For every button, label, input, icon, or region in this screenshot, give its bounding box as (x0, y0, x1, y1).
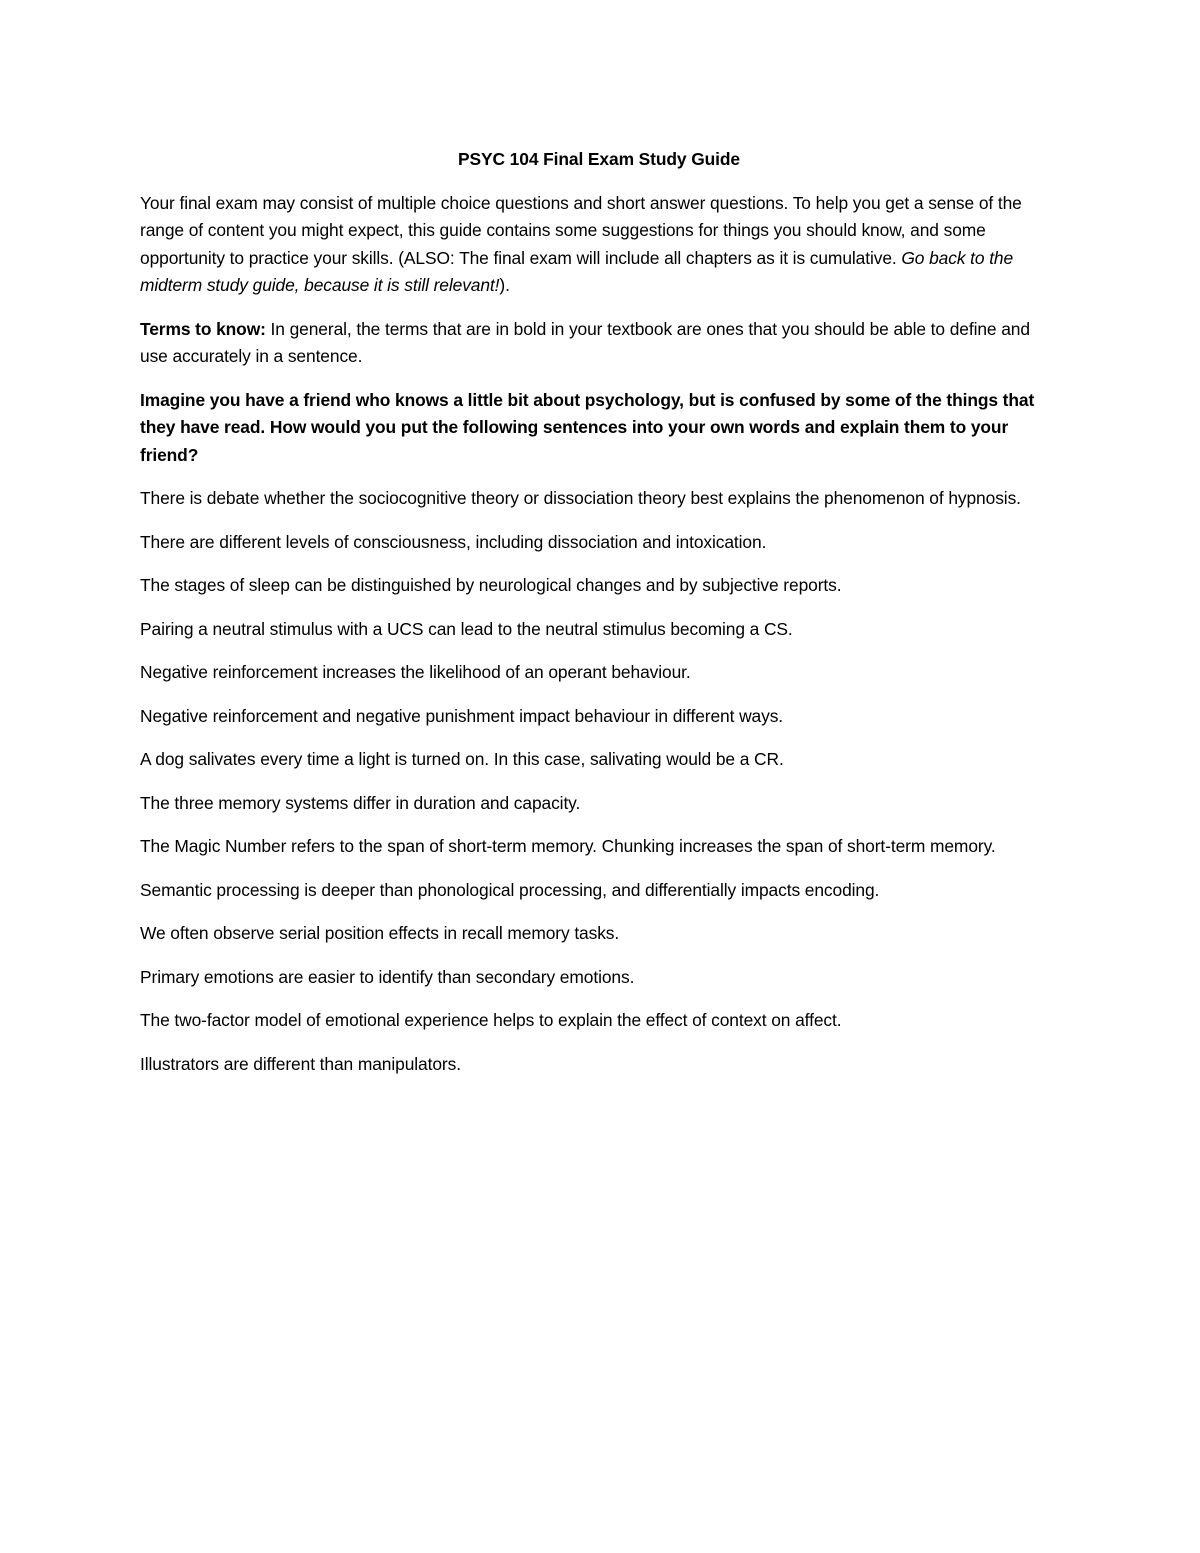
sentence-item: Semantic processing is deeper than phonological processing, and differentially impacts encoding. (140, 879, 880, 900)
document-title: PSYC 104 Final Exam Study Guide (457, 149, 740, 169)
sentence-item: Negative reinforcement increases the likelihood of an operant behaviour. (140, 662, 691, 682)
sentence-item: Illustrators are different than manipulators. (140, 1053, 461, 1074)
sentence-item: The stages of sleep can be distinguished by neurological changes and by subjective reports. (140, 575, 842, 595)
sentence-item: There is debate whether the sociocognitive theory or dissociation theory best explains the phenomenon of hypnosis. (140, 488, 1021, 508)
sentence-item: A dog salivates every time a light is turned on. In this case, salivating would be a CR. (140, 749, 784, 769)
intro-italic-note: Go back to the midterm study guide, because it is still relevant! (140, 247, 1014, 295)
sentence-item: The Magic Number refers to the span of short-term memory. Chunking increases the span of short-term memory. (140, 836, 996, 856)
prompt-paragraph: Imagine you have a friend who knows a little bit about psychology, but is confused by some of the things that they have read. How would you put the following sentences into your own words and explain them to your friend? (140, 389, 1035, 465)
sentence-item: Negative reinforcement and negative punishment impact behaviour in different ways. (140, 705, 784, 726)
sentence-item: There are different levels of consciousness, including dissociation and intoxication. (140, 531, 767, 552)
sentence-list (140, 485, 1058, 1078)
document-content (140, 146, 1058, 1094)
sentence-item: Primary emotions are easier to identify than secondary emotions. (140, 966, 635, 987)
sentence-item: The two-factor model of emotional experience helps to explain the effect of context on affect. (140, 1010, 842, 1030)
intro-text: Your final exam may consist of multiple choice questions and short answer questions. To help you get a sense of the range of content you might expect, this guide contains some suggestions for things you should know, and some opportunity to practice your skills. (ALSO: The final exam will include all chapters as it is cumulative. (140, 192, 1022, 268)
intro-paragraph (140, 190, 1058, 300)
terms-paragraph (140, 316, 1058, 371)
sentence-item: Pairing a neutral stimulus with a UCS can lead to the neutral stimulus becoming a CS. (140, 618, 793, 639)
sentence-item: We often observe serial position effects in recall memory tasks. (140, 923, 620, 943)
intro-closing: ). (499, 275, 510, 295)
terms-text: In general, the terms that are in bold in your textbook are ones that you should be able to define and use accurately in a sentence. (140, 318, 1030, 366)
sentence-item: The three memory systems differ in duration and capacity. (140, 792, 581, 813)
terms-label: Terms to know: (140, 318, 266, 339)
